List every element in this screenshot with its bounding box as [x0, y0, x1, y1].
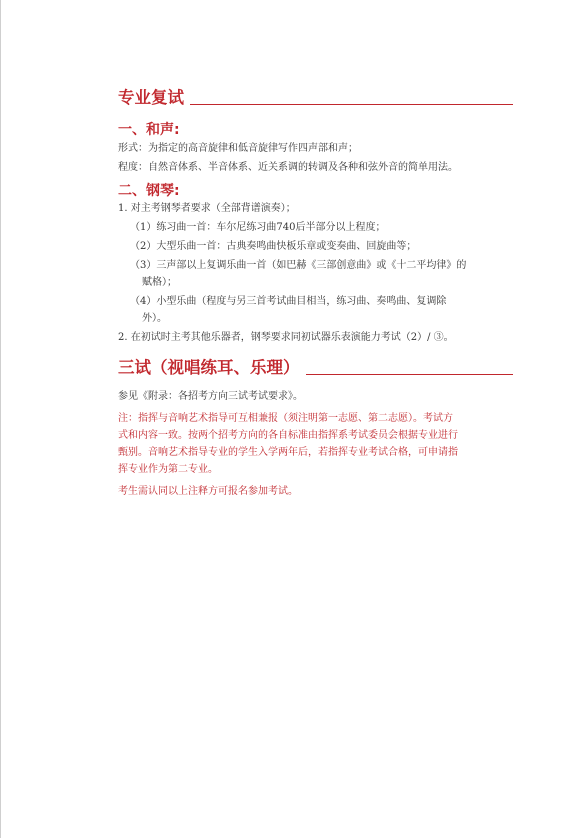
piano-sub-2: （2）大型乐曲一首：古典奏鸣曲快板乐章或变奏曲、回旋曲等；: [130, 241, 417, 252]
harmony-heading: 一、和声:: [118, 122, 180, 138]
piano-sub-3-line-1: （3）三声部以上复调乐曲一首（如巴赫《三部创意曲》或《十二平均律》的: [130, 260, 467, 271]
harmony-form: 形式：为指定的高音旋律和低音旋律写作四声部和声；: [118, 143, 358, 154]
third-round-reference: 参见《附录：各招考方向三试考试要求》。: [118, 391, 303, 402]
professional-retest-title: 专业复试: [118, 88, 184, 107]
heading-rule: [306, 374, 514, 375]
page-edge: [0, 0, 1, 838]
note-consent: 考生需认同以上注释方可报名参加考试。: [118, 486, 298, 497]
note-line-2: 式和内容一致。按两个招考方向的各自标准由指挥系考试委员会根据专业进行: [118, 430, 458, 441]
piano-sub-4-line-2: 外）。: [142, 313, 167, 324]
note-line-4: 挥专业作为第二专业。: [118, 464, 218, 475]
page-content: [118, 88, 513, 500]
piano-sub-1: （1）练习曲一首：车尔尼练习曲740后半部分以上程度；: [130, 222, 386, 233]
third-round-title: 三试（视唱练耳、乐理）: [118, 358, 300, 377]
note-line-3: 甄别。音响艺术指导专业的学生入学两年后，若指挥专业考试合格，可申请指: [118, 447, 458, 458]
piano-item-2: 2. 在初试时主考其他乐器者，钢琴要求同初试器乐表演能力考试（2）/ ③。: [118, 332, 454, 343]
piano-heading: 二、钢琴:: [118, 183, 180, 199]
piano-sub-3-line-2: 赋格）；: [142, 277, 177, 288]
professional-retest-heading: [118, 88, 513, 108]
piano-item-1: 1. 对主考钢琴者要求（全部背谱演奏）；: [118, 203, 296, 214]
note-line-1: 注：指挥与音响艺术指导可互相兼报（须注明第一志愿、第二志愿）。考试方: [118, 413, 453, 424]
third-round-heading: [118, 358, 513, 378]
harmony-level: 程度：自然音体系、半音体系、近关系调的转调及各种和弦外音的简单用法。: [118, 162, 458, 173]
heading-rule: [190, 104, 513, 105]
piano-sub-4-line-1: （4）小型乐曲（程度与另三首考试曲目相当，练习曲、奏鸣曲、复调除: [130, 296, 447, 307]
